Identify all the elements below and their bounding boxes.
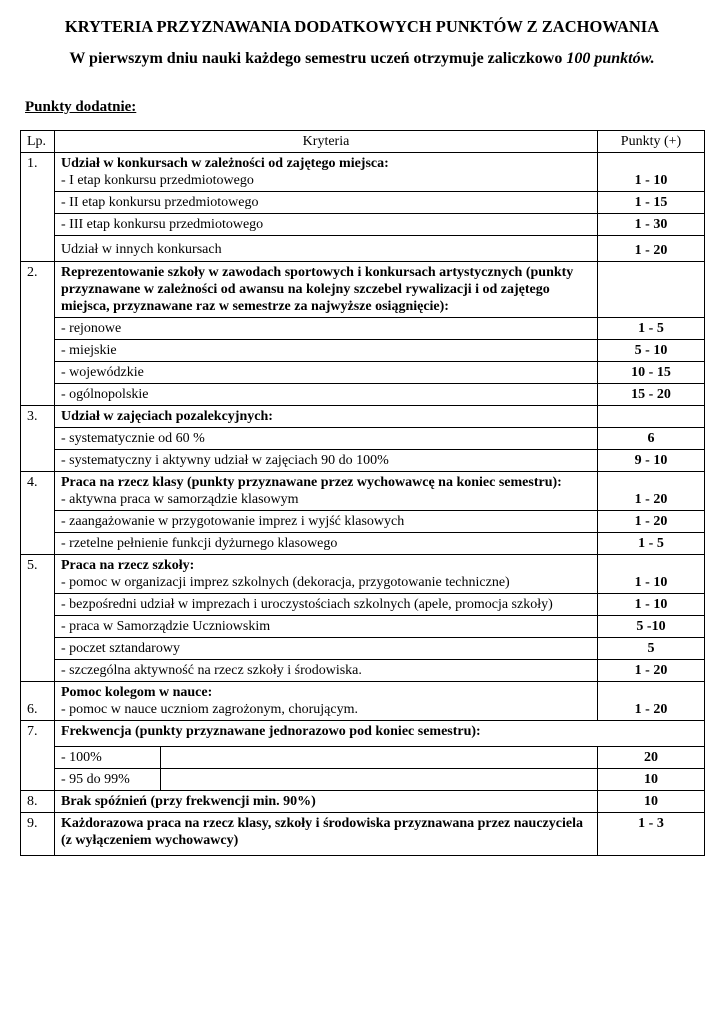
col-points: Punkty (+) <box>598 131 705 153</box>
criteria-heading: Praca na rzecz szkoły: <box>61 558 195 573</box>
table-row <box>21 406 705 428</box>
points-cell: 9 - 10 <box>598 450 705 472</box>
criteria-item: - szczególna aktywność na rzecz szkoły i środowiska. <box>55 660 598 682</box>
points-cell: 1 - 30 <box>598 214 705 236</box>
table-row <box>21 318 705 340</box>
criteria-item: Udział w innych konkursach <box>55 236 598 262</box>
points-cell: 10 <box>598 769 705 791</box>
points-cell: 10 <box>598 791 705 813</box>
criteria-heading: Każdorazowa praca na rzecz klasy, szkoły i środowiska przyznawana przez nauczyciela (z wyłączeniem wychowawcy) <box>55 813 598 856</box>
criteria-item: - I etap konkursu przedmiotowego <box>61 173 254 188</box>
criteria-item: - miejskie <box>55 340 598 362</box>
row-number: 1. <box>21 153 55 262</box>
intro-main: W pierwszym dniu nauki każdego semestru uczeń otrzymuje zaliczkowo <box>69 50 567 67</box>
points-cell: 5 - 10 <box>598 340 705 362</box>
criteria-cell <box>55 555 598 594</box>
table-row <box>21 511 705 533</box>
table-row <box>21 791 705 813</box>
criteria-heading: Udział w konkursach w zależności od zajętego miejsca: <box>61 156 389 171</box>
criteria-item: - 95 do 99% <box>55 769 161 791</box>
table-row <box>21 638 705 660</box>
row-number: 2. <box>21 262 55 406</box>
table-row <box>21 450 705 472</box>
points-cell: 10 - 15 <box>598 362 705 384</box>
criteria-item: - pomoc w nauce uczniom zagrożonym, chorującym. <box>61 702 359 717</box>
criteria-heading: Udział w zajęciach pozalekcyjnych: <box>55 406 598 428</box>
points-cell: 1 - 20 <box>598 682 705 721</box>
points-cell: 1 - 5 <box>598 533 705 555</box>
criteria-item: - systematycznie od 60 % <box>55 428 598 450</box>
table-row <box>21 262 705 318</box>
points-cell: 1 - 10 <box>598 555 705 594</box>
points-cell: 1 - 10 <box>598 153 705 192</box>
row-number: 7. <box>21 721 55 791</box>
criteria-heading: Praca na rzecz klasy (punkty przyznawane przez wychowawcę na koniec semestru): <box>61 475 562 490</box>
criteria-item: - praca w Samorządzie Uczniowskim <box>55 616 598 638</box>
col-criteria: Kryteria <box>55 131 598 153</box>
criteria-item: - rzetelne pełnienie funkcji dyżurnego klasowego <box>55 533 598 555</box>
criteria-item: - 100% <box>55 747 161 769</box>
criteria-item: - pomoc w organizacji imprez szkolnych (dekoracja, przygotowanie techniczne) <box>61 575 510 590</box>
criteria-item: - poczet sztandarowy <box>55 638 598 660</box>
table-row <box>21 214 705 236</box>
table-row <box>21 236 705 262</box>
page-title: KRYTERIA PRZYZNAWANIA DODATKOWYCH PUNKTÓW Z ZACHOWANIA <box>64 17 660 36</box>
table-row <box>21 813 705 856</box>
table-row <box>21 769 705 791</box>
criteria-cell <box>55 682 598 721</box>
table-row <box>21 682 705 721</box>
criteria-heading: Pomoc kolegom w nauce: <box>61 685 213 700</box>
table-row <box>21 721 705 747</box>
table-row <box>21 362 705 384</box>
col-lp: Lp. <box>21 131 55 153</box>
criteria-item: - rejonowe <box>55 318 598 340</box>
table-row <box>21 660 705 682</box>
points-cell: 15 - 20 <box>598 384 705 406</box>
row-number: 4. <box>21 472 55 555</box>
intro-emphasis: 100 punktów. <box>566 50 655 67</box>
points-cell: 1 - 20 <box>598 660 705 682</box>
points-cell: 1 - 20 <box>598 511 705 533</box>
points-cell: 1 - 20 <box>598 472 705 511</box>
criteria-heading: Reprezentowanie szkoły w zawodach sportowych i konkursach artystycznych (punkty przyznawane w zależności od awansu na kolejny szczebel rywalizacji i od zajętego miejsca, przyznawane raz w semestrze za najwyższe osiągnięcie): <box>55 262 598 318</box>
points-cell: 5 -10 <box>598 616 705 638</box>
criteria-cell <box>55 472 598 511</box>
points-cell: 1 - 15 <box>598 192 705 214</box>
criteria-item: - II etap konkursu przedmiotowego <box>55 192 598 214</box>
points-cell: 1 - 20 <box>598 236 705 262</box>
table-header <box>21 131 705 153</box>
table-row <box>21 153 705 192</box>
criteria-item: - aktywna praca w samorządzie klasowym <box>61 492 299 507</box>
points-cell: 1 - 3 <box>598 813 705 856</box>
points-cell <box>598 406 705 428</box>
points-cell <box>598 262 705 318</box>
row-number: 6. <box>21 682 55 721</box>
criteria-item: - III etap konkursu przedmiotowego <box>55 214 598 236</box>
table-row <box>21 384 705 406</box>
criteria-item: - systematyczny i aktywny udział w zajęciach 90 do 100% <box>55 450 598 472</box>
points-cell: 20 <box>598 747 705 769</box>
row-number: 8. <box>21 791 55 813</box>
points-cell: 1 - 10 <box>598 594 705 616</box>
criteria-table <box>20 130 705 856</box>
criteria-item: - bezpośredni udział w imprezach i uroczystościach szkolnych (apele, promocja szkoły) <box>55 594 598 616</box>
criteria-item: - ogólnopolskie <box>55 384 598 406</box>
table-row <box>21 340 705 362</box>
table-row <box>21 533 705 555</box>
table-row <box>21 616 705 638</box>
table-row <box>21 747 705 769</box>
points-cell: 5 <box>598 638 705 660</box>
table-row <box>21 428 705 450</box>
table-row <box>21 192 705 214</box>
points-cell: 1 - 5 <box>598 318 705 340</box>
criteria-heading: Frekwencja (punkty przyznawane jednorazowo pod koniec semestru): <box>55 721 705 747</box>
section-title: Punkty dodatnie: <box>25 99 137 115</box>
criteria-item: - zaangażowanie w przygotowanie imprez i wyjść klasowych <box>55 511 598 533</box>
criteria-heading: Brak spóźnień (przy frekwencji min. 90%) <box>55 791 598 813</box>
table-row <box>21 555 705 594</box>
row-number: 3. <box>21 406 55 472</box>
empty-cell <box>161 769 598 791</box>
criteria-item: - wojewódzkie <box>55 362 598 384</box>
row-number: 5. <box>21 555 55 682</box>
points-cell: 6 <box>598 428 705 450</box>
row-number: 9. <box>21 813 55 856</box>
empty-cell <box>161 747 598 769</box>
criteria-cell <box>55 153 598 192</box>
table-row <box>21 472 705 511</box>
table-row <box>21 594 705 616</box>
intro-text <box>0 50 724 68</box>
